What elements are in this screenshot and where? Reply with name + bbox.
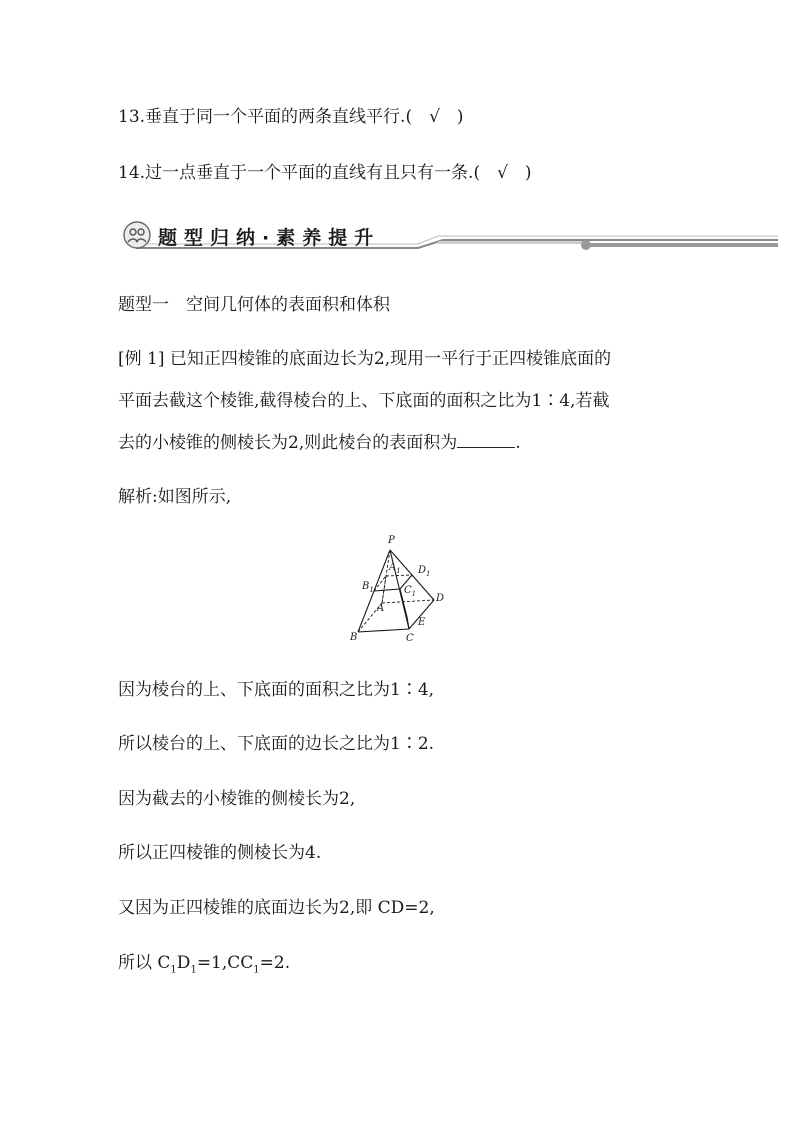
example-line-3-text: 去的小棱锥的侧棱长为2,则此棱台的表面积为 <box>118 433 458 453</box>
pyramid-figure <box>338 535 458 647</box>
label-B1: $B_1$ <box>362 581 374 594</box>
section-banner <box>118 214 778 254</box>
label-A1: $A_1$ <box>389 562 401 575</box>
label-D: D <box>436 593 445 604</box>
solution-step-1: 因为棱台的上、下底面的面积之比为1∶4, <box>118 680 435 700</box>
solution-intro: 解析:如图所示, <box>118 487 232 507</box>
example-line-3 <box>118 431 521 454</box>
example-line-2: 平面去截这个棱锥,截得棱台的上、下底面的面积之比为1∶4,若截 <box>118 391 610 411</box>
solution-step-5: 又因为正四棱锥的底面边长为2,即 CD=2, <box>118 898 435 918</box>
solution-step-3: 因为截去的小棱锥的侧棱长为2, <box>118 789 356 809</box>
item-14: 14.过一点垂直于一个平面的直线有且只有一条.( √ ) <box>118 163 532 183</box>
label-P: P <box>388 535 395 546</box>
label-E: E <box>418 617 426 628</box>
label-C1: $C_1$ <box>404 585 417 598</box>
solution-step-6: 所以 $C_1D_1=1,CC_1=2$. <box>118 953 291 976</box>
label-D1: $D_1$ <box>418 565 431 578</box>
item-13: 13.垂直于同一个平面的两条直线平行.( √ ) <box>118 107 464 127</box>
label-B: B <box>350 632 358 643</box>
people-icon <box>122 220 152 250</box>
label-C: C <box>406 633 414 644</box>
pyramid-diagram <box>338 535 458 647</box>
answer-blank <box>457 431 515 448</box>
example-line-1: [例 1] 已知正四棱锥的底面边长为2,现用一平行于正四棱锥底面的 <box>118 349 612 369</box>
banner-title: 题型归纳·素养提升 <box>158 227 381 249</box>
solution-step-2: 所以棱台的上、下底面的边长之比为1∶2. <box>118 734 435 754</box>
label-A: A <box>377 603 385 614</box>
solution-step-4: 所以正四棱锥的侧棱长为4. <box>118 843 322 863</box>
section-title: 题型一 空间几何体的表面积和体积 <box>118 295 390 315</box>
example-line-3-end: . <box>515 433 521 453</box>
